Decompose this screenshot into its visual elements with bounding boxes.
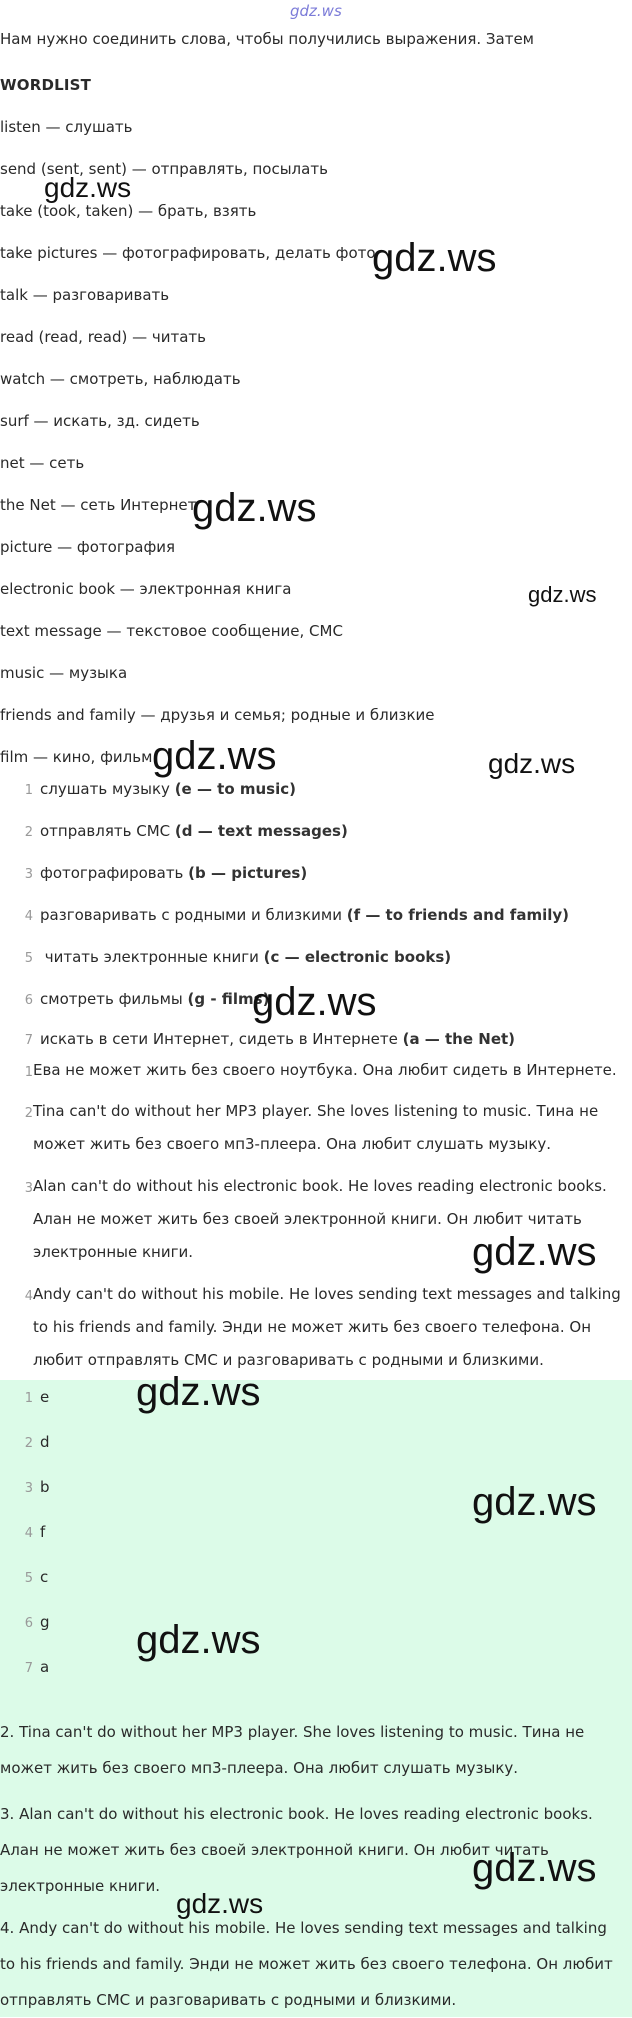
match-answer: (b — pictures) bbox=[188, 864, 308, 882]
answer-item bbox=[0, 1433, 50, 1451]
word-item: listen — слушать bbox=[0, 118, 133, 136]
watermark: gdz.ws bbox=[252, 980, 377, 1024]
list-number: 6 bbox=[24, 993, 33, 1008]
list-number: 1 bbox=[24, 783, 33, 798]
watermark: gdz.ws bbox=[472, 1846, 597, 1890]
list-number: 7 bbox=[24, 1033, 33, 1048]
word-item: take pictures — фотографировать, делать фото bbox=[0, 244, 376, 262]
final-sentence: 2. Tina can't do without her MP3 player. She loves listening to music. Тина не может жить без своего мп3-плеера. Она любит слушать музыку. bbox=[0, 1723, 585, 1777]
answer-item bbox=[0, 1523, 45, 1541]
final-sentence: 4. Andy can't do without his mobile. He loves sending text messages and talking to his friends and family. Энди не может жить без своего телефона. Он любит отправлять СМС и разговаривать с родными и близкими. bbox=[0, 1919, 613, 2009]
word-item: watch — смотреть, наблюдать bbox=[0, 370, 241, 388]
match-item bbox=[0, 822, 348, 840]
answer-letter: c bbox=[40, 1568, 49, 1586]
list-number: 6 bbox=[24, 1616, 33, 1631]
match-answer: (f — to friends and family) bbox=[346, 906, 570, 924]
watermark: gdz.ws bbox=[472, 1480, 597, 1524]
word-item: electronic book — электронная книга bbox=[0, 580, 292, 598]
match-item bbox=[0, 864, 307, 882]
list-number: 7 bbox=[24, 1661, 33, 1676]
list-number: 3 bbox=[24, 1481, 33, 1496]
match-item bbox=[0, 1030, 515, 1048]
match-text: читать электронные книги bbox=[40, 948, 264, 966]
sentence-text: Tina can't do without her MP3 player. She loves listening to music. Тина не может жить без своего мп3-плеера. Она любит слушать музыку. bbox=[33, 1102, 599, 1153]
list-number: 2 bbox=[24, 1106, 33, 1121]
watermark: gdz.ws bbox=[488, 748, 576, 779]
word-item: picture — фотография bbox=[0, 538, 176, 556]
answer-letter: d bbox=[40, 1433, 50, 1451]
answer-item bbox=[0, 1568, 48, 1586]
match-item bbox=[0, 906, 569, 924]
answer-letter: a bbox=[40, 1658, 50, 1676]
sentence-text: Andy can't do without his mobile. He loves sending text messages and talking to his friends and family. Энди не может жить без своего телефона. Он любит отправлять СМС и разговаривать с родными и близкими. bbox=[33, 1285, 621, 1369]
list-number: 2 bbox=[24, 1436, 33, 1451]
match-text: отправлять СМС bbox=[40, 822, 175, 840]
answer-item bbox=[0, 1613, 50, 1631]
list-number: 4 bbox=[24, 1526, 33, 1541]
watermark: gdz.ws bbox=[528, 582, 597, 607]
match-item bbox=[0, 948, 451, 966]
list-number: 4 bbox=[24, 909, 33, 924]
match-answer: (a — the Net) bbox=[402, 1030, 516, 1048]
list-number: 1 bbox=[24, 1065, 33, 1080]
word-item: read (read, read) — читать bbox=[0, 328, 207, 346]
match-item bbox=[0, 990, 269, 1008]
watermark: gdz.ws bbox=[136, 1370, 261, 1414]
final-sentence: 3. Alan can't do without his electronic book. He loves reading electronic books. Алан не может жить без своей электронной книги. Он любит читать электронные книги. bbox=[0, 1805, 593, 1895]
word-item: film — кино, фильм bbox=[0, 748, 153, 766]
word-item: the Net — сеть Интернет bbox=[0, 496, 197, 514]
word-item: surf — искать, зд. сидеть bbox=[0, 412, 200, 430]
watermark: gdz.ws bbox=[44, 172, 132, 203]
word-item: text message — текстовое сообщение, СМС bbox=[0, 622, 343, 640]
list-number: 5 bbox=[24, 951, 33, 966]
match-answer: (g - films) bbox=[187, 990, 270, 1008]
match-answer: (e — to music) bbox=[174, 780, 296, 798]
watermark: gdz.ws bbox=[136, 1618, 261, 1662]
answer-letter: b bbox=[40, 1478, 50, 1496]
match-text: слушать музыку bbox=[40, 780, 175, 798]
intro-text: Нам нужно соединить слова, чтобы получились выражения. Затем bbox=[0, 30, 534, 48]
list-number: 3 bbox=[24, 1181, 33, 1196]
word-item: music — музыка bbox=[0, 664, 128, 682]
answer-item bbox=[0, 1388, 49, 1406]
answer-letter: g bbox=[40, 1613, 50, 1631]
answer-letter: e bbox=[40, 1388, 50, 1406]
list-number: 1 bbox=[24, 1391, 33, 1406]
match-answer: (d — text messages) bbox=[174, 822, 348, 840]
wordlist-heading: WORDLIST bbox=[0, 76, 92, 94]
sentence-text: Alan can't do without his electronic book. He loves reading electronic books. Алан не может жить без своей электронной книги. Он любит читать электронные книги. bbox=[33, 1177, 607, 1261]
watermark: gdz.ws bbox=[372, 236, 497, 280]
watermark: gdz.ws bbox=[176, 1888, 264, 1919]
word-item: net — сеть bbox=[0, 454, 85, 472]
list-number: 4 bbox=[24, 1289, 33, 1304]
list-number: 3 bbox=[24, 867, 33, 882]
watermark: gdz.ws bbox=[192, 486, 317, 530]
match-text: фотографировать bbox=[40, 864, 189, 882]
word-item: friends and family — друзья и семья; родные и близкие bbox=[0, 706, 435, 724]
answer-item bbox=[0, 1658, 49, 1676]
match-text: искать в сети Интернет, сидеть в Интернете bbox=[40, 1030, 403, 1048]
match-text: смотреть фильмы bbox=[40, 990, 188, 1008]
word-item: take (took, taken) — брать, взять bbox=[0, 202, 257, 220]
list-number: 2 bbox=[24, 825, 33, 840]
answer-letter: f bbox=[40, 1523, 46, 1541]
word-item: talk — разговаривать bbox=[0, 286, 170, 304]
match-item bbox=[0, 780, 296, 798]
word-item: send (sent, sent) — отправлять, посылать bbox=[0, 160, 328, 178]
sentence-text: Ева не может жить без своего ноутбука. Она любит сидеть в Интернете. bbox=[33, 1061, 617, 1079]
watermark: gdz.ws bbox=[472, 1230, 597, 1274]
match-text: разговаривать с родными и близкими bbox=[40, 906, 347, 924]
list-number: 5 bbox=[24, 1571, 33, 1586]
match-answer: (c — electronic books) bbox=[263, 948, 452, 966]
watermark: gdz.ws bbox=[152, 734, 277, 778]
answer-item bbox=[0, 1478, 50, 1496]
site-logo[interactable]: gdz.ws bbox=[290, 2, 342, 20]
